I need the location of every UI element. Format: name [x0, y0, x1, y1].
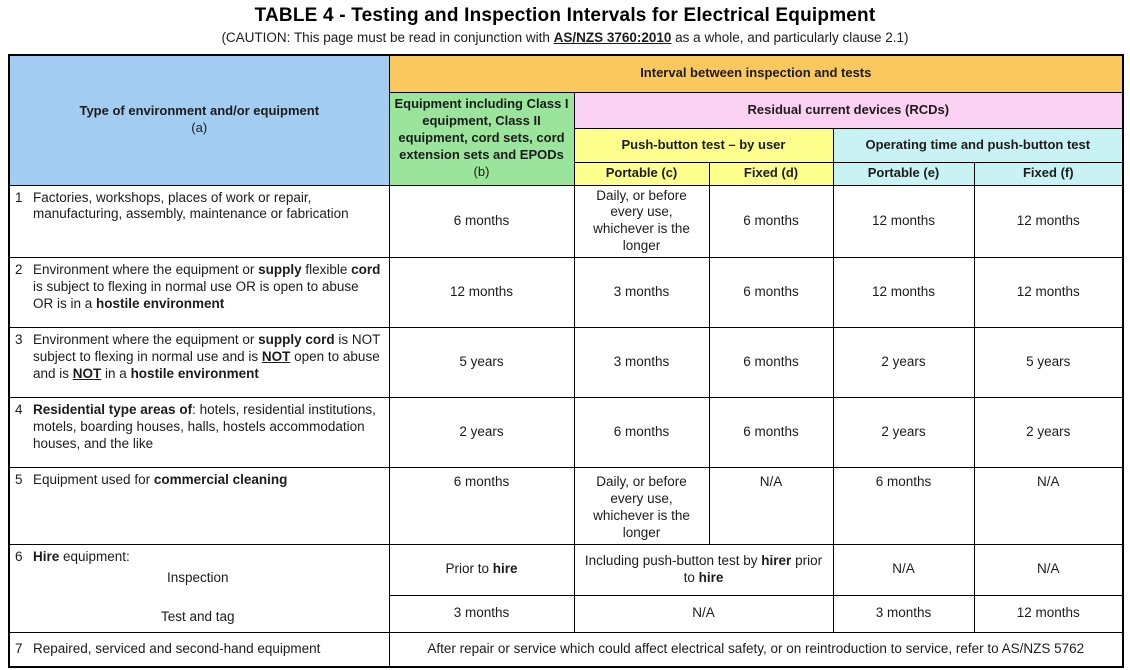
- row-number: 5: [15, 472, 23, 487]
- row-4-cell-f: 2 years: [974, 398, 1123, 468]
- env-header-cell: [9, 55, 389, 185]
- row-5-cell-b: 6 months: [389, 468, 574, 545]
- interval-header-cell: Interval between inspection and tests: [389, 55, 1123, 92]
- fixed-d-header-cell: Fixed (d): [709, 162, 833, 185]
- row-6b-cell-cd: N/A: [574, 595, 833, 632]
- row-5-cell-c: Daily, or before every use, whichever is the longer: [574, 468, 709, 545]
- push-button-header-cell: Push-button test – by user: [574, 128, 833, 162]
- row-5-cell-f: N/A: [974, 468, 1123, 545]
- row-2-cell-d: 6 months: [709, 258, 833, 328]
- page-title: TABLE 4 - Testing and Inspection Intervals for Electrical Equipment: [254, 5, 876, 26]
- row-4-cell-e: 2 years: [833, 398, 974, 468]
- row-env-text: Hire equipment:: [33, 548, 130, 564]
- portable-e-header-cell: Portable (e): [833, 162, 974, 185]
- table-row: [9, 185, 1123, 258]
- row-1-cell-d: 6 months: [709, 185, 833, 258]
- row-5-env-cell: [9, 468, 389, 545]
- row-2-cell-c: 3 months: [574, 258, 709, 328]
- hire-test-tag-label: Test and tag: [160, 609, 235, 625]
- row-2-cell-f: 12 months: [974, 258, 1123, 328]
- row-4-env-cell: [9, 398, 389, 468]
- table-row: [9, 632, 1123, 667]
- row-1-cell-e: 12 months: [833, 185, 974, 258]
- row-env-text: Environment where the equipment or supply cord is NOT subject to flexing in normal use and is NOT open to abuse and is NOT in a hostile environment: [33, 332, 381, 381]
- row-number: 6: [15, 548, 23, 564]
- row-6a-cell-f: N/A: [974, 544, 1123, 595]
- row-7-note-cell: After repair or service which could affect electrical safety, or on reintroduction to service, refer to AS/NZS 5762: [389, 632, 1123, 667]
- hire-inspection-label: Inspection: [166, 570, 229, 586]
- rcd-header-cell: Residual current devices (RCDs): [574, 92, 1123, 128]
- row-env-text: Environment where the equipment or supply flexible cord is subject to flexing in normal use OR is open to abuse OR is in a hostile environment: [33, 262, 381, 311]
- table-row: [9, 544, 1123, 595]
- row-4-cell-c: 6 months: [574, 398, 709, 468]
- row-6a-cell-cd: Including push-button test by hirer prior to hire: [574, 544, 833, 595]
- row-number: 2: [15, 262, 23, 277]
- row-6a-cell-b: Prior to hire: [389, 544, 574, 595]
- row-number: 7: [15, 640, 23, 656]
- row-3-env-cell: [9, 328, 389, 398]
- row-number: 1: [15, 189, 23, 205]
- intervals-table: [8, 54, 1124, 668]
- equipment-header-title: Equipment including Class I equipment, Class II equipment, cord sets, cord extension sets and EPODs: [394, 96, 569, 162]
- row-4-cell-b: 2 years: [389, 398, 574, 468]
- table-row: [9, 328, 1123, 398]
- row-5-cell-d: N/A: [709, 468, 833, 545]
- row-1-cell-b: 6 months: [389, 185, 574, 258]
- env-header-title: Type of environment and/or equipment: [79, 103, 320, 119]
- row-1-cell-f: 12 months: [974, 185, 1123, 258]
- portable-c-header-cell: Portable (c): [574, 162, 709, 185]
- row-1-env-cell: [9, 185, 389, 258]
- row-env-text: Factories, workshops, places of work or repair, manufacturing, assembly, maintenance or fabrication: [33, 189, 349, 222]
- row-4-cell-d: 6 months: [709, 398, 833, 468]
- row-2-cell-b: 12 months: [389, 258, 574, 328]
- equipment-header-cell: [389, 92, 574, 185]
- row-2-cell-e: 12 months: [833, 258, 974, 328]
- row-1-cell-c: Daily, or before every use, whichever is the longer: [574, 185, 709, 258]
- table-row: [9, 468, 1123, 545]
- row-6b-cell-b: 3 months: [389, 595, 574, 632]
- row-6-env-cell: [9, 544, 389, 632]
- equipment-header-note: (b): [473, 163, 490, 179]
- row-3-cell-d: 6 months: [709, 328, 833, 398]
- row-3-cell-e: 2 years: [833, 328, 974, 398]
- row-env-text: Residential type areas of: hotels, residential institutions, motels, boarding houses, halls, hostels accommodation houses, and the like: [33, 402, 376, 451]
- row-6a-cell-e: N/A: [833, 544, 974, 595]
- row-7-env-cell: [9, 632, 389, 667]
- caution-note: (CAUTION: This page must be read in conjunction with AS/NZS 3760:2010 as a whole, and particularly clause 2.1): [221, 30, 909, 45]
- row-3-cell-b: 5 years: [389, 328, 574, 398]
- row-number: 4: [15, 402, 23, 417]
- operating-header-cell: Operating time and push-button test: [833, 128, 1123, 162]
- table-row: [9, 258, 1123, 328]
- env-header-note: (a): [191, 120, 208, 136]
- row-env-text: Equipment used for commercial cleaning: [33, 472, 288, 487]
- row-6b-cell-f: 12 months: [974, 595, 1123, 632]
- row-3-cell-f: 5 years: [974, 328, 1123, 398]
- row-5-cell-e: 6 months: [833, 468, 974, 545]
- table-row: [9, 398, 1123, 468]
- row-2-env-cell: [9, 258, 389, 328]
- row-3-cell-c: 3 months: [574, 328, 709, 398]
- row-env-text: Repaired, serviced and second-hand equipment: [33, 640, 321, 656]
- fixed-f-header-cell: Fixed (f): [974, 162, 1123, 185]
- row-number: 3: [15, 332, 23, 347]
- row-6b-cell-e: 3 months: [833, 595, 974, 632]
